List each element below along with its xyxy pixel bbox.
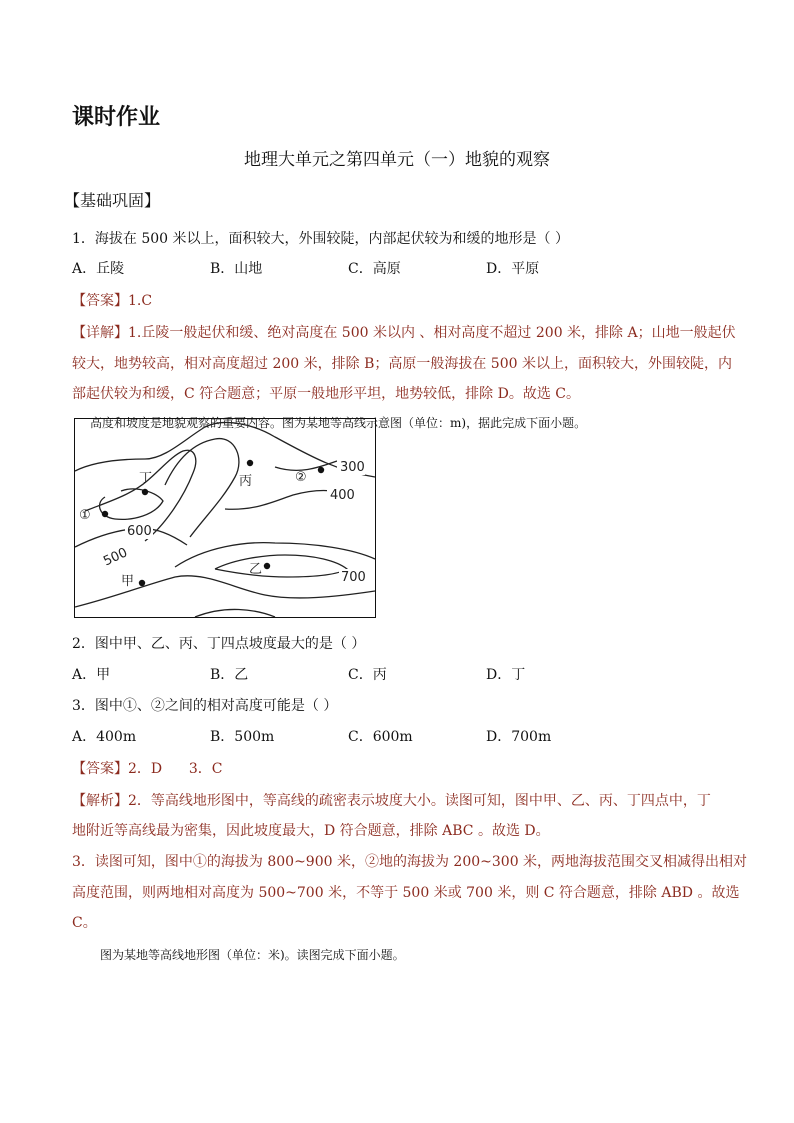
point-ding-marker: [142, 489, 148, 495]
contour-label-600: 600: [127, 524, 152, 539]
point-2-marker: [318, 467, 324, 473]
page-title: 课时作业: [72, 105, 161, 130]
contour-line-inner-2: [100, 489, 163, 519]
contour-label-700: 700: [341, 570, 366, 585]
q3-option-b: B．500m: [210, 729, 275, 745]
contour-line-300: [275, 461, 337, 470]
answer-value: 2．D 3．C: [128, 761, 223, 777]
question-2-stem: 2．图中甲、乙、丙、丁四点坡度最大的是（ ）: [72, 636, 366, 652]
q2-option-d: D．丁: [486, 667, 526, 683]
q2-option-c: C．丙: [348, 667, 387, 683]
q1-option-c: C．高原: [348, 261, 401, 277]
contour-map-svg: [75, 419, 375, 617]
analysis-tag: 【解析】: [72, 793, 128, 809]
point-1-marker: [102, 511, 108, 517]
detail-tag: 【详解】: [72, 325, 128, 341]
answer-value: 1.C: [128, 293, 153, 309]
point-jia-marker: [139, 580, 145, 586]
detail-text: 1.丘陵一般起伏和缓、绝对高度在 500 米以内 、相对高度不超过 200 米，排除 A；山地一般起伏: [128, 325, 736, 341]
analysis-line-4: 高度范围，则两地相对高度为 500~700 米，不等于 500 米或 700 米，则 C 符合题意，排除 ABD 。故选: [72, 885, 740, 901]
contour-label-400: 400: [330, 488, 355, 503]
contour-map: [74, 418, 376, 618]
label-1: ①: [79, 508, 91, 523]
q2-option-a: A．甲: [72, 667, 111, 683]
q1-option-d: D．平原: [486, 261, 540, 277]
point-yi-marker: [264, 563, 270, 569]
contour-line-inner-1: [165, 439, 239, 537]
q1-detail-line-2: 较大，地势较高，相对高度超过 200 米，排除 B；高原一般海拔在 500 米以上，面积较大，外围较陡，内: [72, 356, 732, 372]
label-ding: 丁: [139, 471, 153, 486]
q1-option-b: B．山地: [210, 261, 263, 277]
label-bing: 丙: [239, 474, 253, 489]
point-bing-marker: [247, 460, 253, 466]
lesson-subtitle: 地理大单元之第四单元（一）地貌的观察: [244, 150, 550, 170]
q3-option-d: D．700m: [486, 729, 552, 745]
contour-line-yi-loop: [215, 555, 347, 577]
analysis-line-5: C。: [72, 915, 97, 931]
contour-label-500: 500: [101, 545, 131, 570]
q3-option-a: A．400m: [72, 729, 137, 745]
q1-answer: [72, 290, 152, 310]
next-map-intro: 图为某地等高线地形图（单位：米)。读图完成下面小题。: [100, 948, 405, 962]
answer-tag: 【答案】: [72, 293, 128, 309]
q1-detail-line-3: 部起伏较为和缓，C 符合题意；平原一般地形平坦，地势较低，排除 D。故选 C。: [72, 386, 580, 402]
q1-option-a: A．丘陵: [72, 261, 125, 277]
section-heading: 【基础巩固】: [64, 191, 161, 210]
q23-answer: [72, 758, 222, 778]
question-1-stem: 1．海拔在 500 米以上，面积较大，外围较陡，内部起伏较为和缓的地形是（ ）: [72, 231, 569, 247]
contour-line-outer-1: [75, 422, 375, 477]
analysis-line-2: 地附近等高线最为密集，因此坡度最大，D 符合题意，排除 ABC 。故选 D。: [72, 823, 550, 839]
contour-line-lower: [75, 576, 375, 607]
label-jia: 甲: [121, 574, 135, 589]
analysis-text: 2．等高线地形图中，等高线的疏密表示坡度大小。读图可知，图中甲、乙、丙、丁四点中，丁: [128, 793, 711, 809]
contour-line-bottom: [195, 609, 275, 617]
analysis-line-1: [72, 790, 711, 810]
contour-label-300: 300: [340, 460, 365, 475]
answer-tag: 【答案】: [72, 761, 128, 777]
analysis-line-3: 3．读图可知，图中①的海拔为 800~900 米，②地的海拔为 200~300 米，两地海拔范围交叉相减得出相对: [72, 854, 748, 870]
label-yi: 乙: [249, 562, 263, 577]
q2-option-b: B．乙: [210, 667, 249, 683]
label-2: ②: [295, 470, 307, 485]
q1-detail-line-1: [72, 322, 736, 342]
question-3-stem: 3．图中①、②之间的相对高度可能是（ ）: [72, 698, 338, 714]
map-intro: 高度和坡度是地貌观察的重要内容。图为某地等高线示意图（单位：m)，据此完成下面小题。: [90, 416, 587, 430]
q3-option-c: C．600m: [348, 729, 413, 745]
